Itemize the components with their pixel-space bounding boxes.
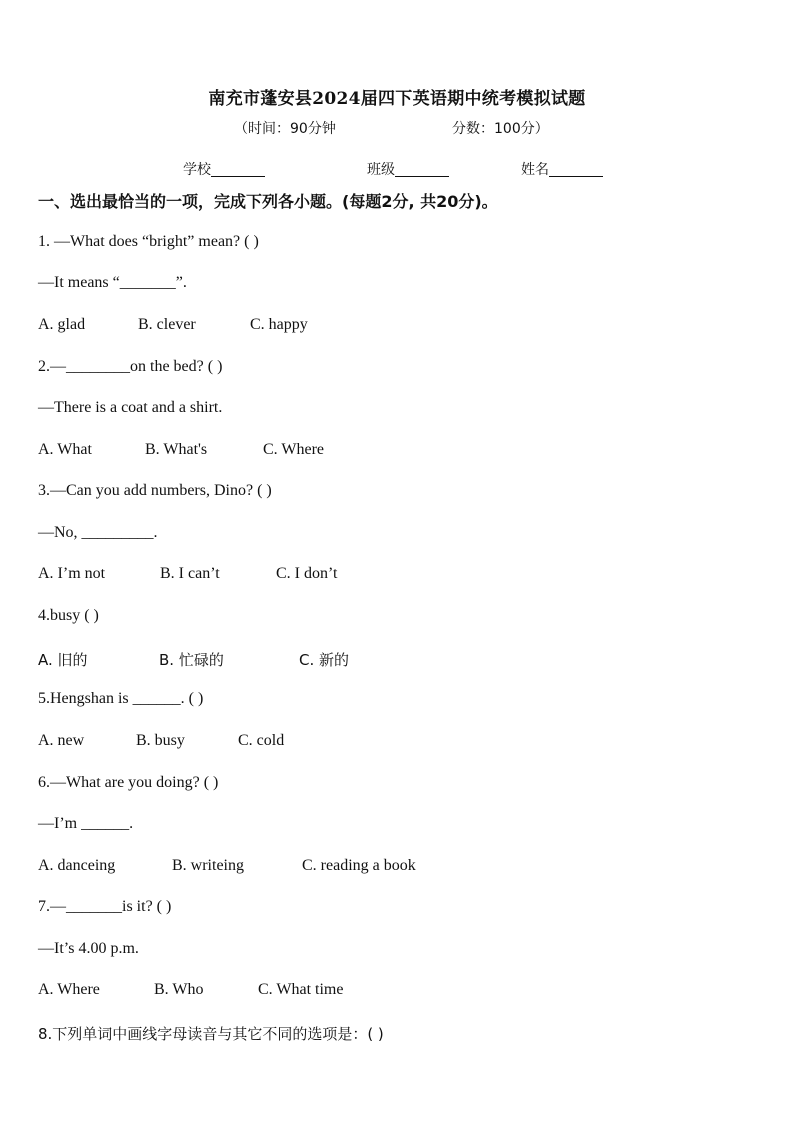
q5-option-c: C. cold [238, 732, 285, 749]
q2-answer: —There is a coat and a shirt. [38, 399, 223, 416]
class-blank [395, 162, 449, 177]
q6-option-c: C. reading a book [302, 857, 416, 874]
q7-option-c: C. What time [258, 981, 344, 998]
q2-option-a: A. What [38, 441, 92, 458]
class-label: 班级 [367, 162, 395, 178]
q3-answer: —No, _________. [38, 524, 158, 541]
q6-answer: —I’m ______. [38, 815, 134, 832]
q1-option-a: A. glad [38, 316, 86, 333]
q2-option-c: C. Where [263, 441, 325, 458]
exam-time: （时间：90分钟 [234, 121, 336, 137]
q2-question: 2.—________on the bed? ( ) [38, 358, 223, 375]
q1-option-c: C. happy [250, 316, 308, 333]
q6-option-b: B. writeing [172, 857, 244, 874]
q1-options [38, 316, 308, 334]
q7-answer: —It’s 4.00 p.m. [38, 940, 139, 957]
q7-option-b: B. Who [154, 981, 204, 998]
q6-option-a: A. danceing [38, 857, 116, 874]
exam-score: 分数：100分） [452, 121, 549, 137]
section-heading: 一、选出最恰当的一项，完成下列各小题。(每题2分, 共20分)。 [38, 192, 498, 211]
exam-title: 南充市蓬安县2024届四下英语期中统考模拟试题 [208, 89, 586, 109]
q5-option-a: A. new [38, 732, 85, 749]
q8-question: 8.下列单词中画线字母读音与其它不同的选项是：( ) [38, 1025, 384, 1043]
q3-option-b: B. I can’t [160, 565, 220, 582]
q5-question: 5.Hengshan is ______. ( ) [38, 690, 204, 707]
q6-question: 6.—What are you doing? ( ) [38, 774, 219, 791]
q4-option-b: B. 忙碌的 [159, 651, 224, 669]
q1-option-b: B. clever [138, 316, 196, 333]
q6-options [38, 857, 416, 875]
q7-options [38, 981, 343, 999]
q7-question: 7.—_______is it? ( ) [38, 898, 172, 915]
name-blank [549, 162, 603, 177]
q4-options [38, 649, 349, 670]
name-label: 姓名 [521, 162, 549, 178]
school-blank [211, 162, 265, 177]
school-field [183, 159, 265, 179]
q2-option-b: B. What's [145, 441, 208, 458]
q3-options [38, 565, 337, 583]
q4-option-a: A. 旧的 [38, 651, 88, 669]
q5-options [38, 732, 284, 750]
q1-answer: —It means “_______”. [38, 274, 187, 291]
q5-option-b: B. busy [136, 732, 185, 749]
q7-option-a: A. Where [38, 981, 100, 998]
class-field [367, 159, 449, 179]
q4-option-c: C. 新的 [299, 651, 350, 669]
q3-question: 3.—Can you add numbers, Dino? ( ) [38, 482, 272, 499]
q4-question: 4.busy ( ) [38, 607, 99, 624]
school-label: 学校 [183, 162, 211, 178]
name-field [521, 159, 603, 179]
q2-options [38, 441, 324, 459]
q3-option-a: A. I’m not [38, 565, 106, 582]
q3-option-c: C. I don’t [276, 565, 338, 582]
q1-question: 1. —What does “bright” mean? ( ) [38, 233, 259, 250]
